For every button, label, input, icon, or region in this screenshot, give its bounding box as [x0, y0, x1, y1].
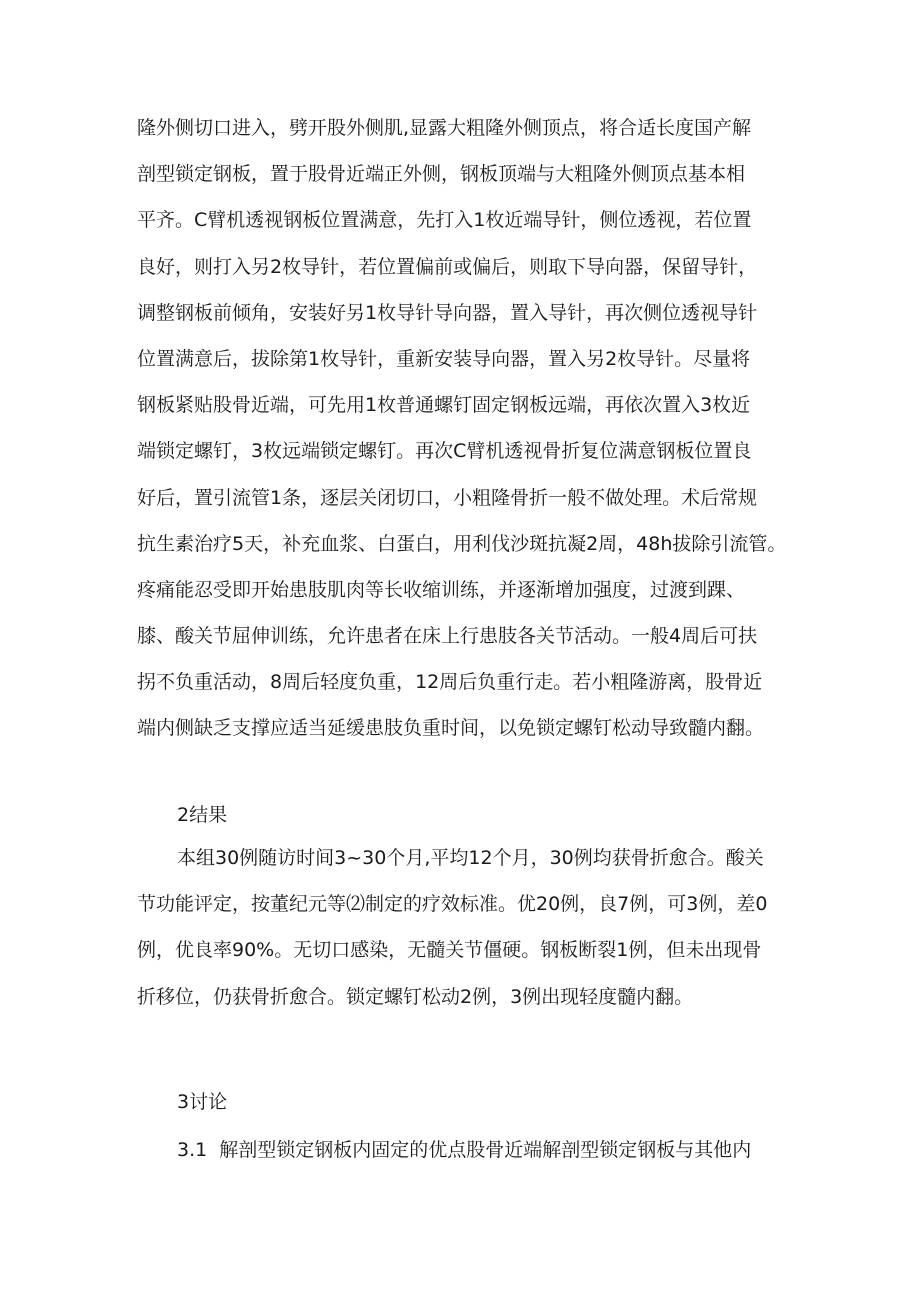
text-line: 隆外侧切口进入，劈开股外侧肌,显露大粗隆外侧顶点，将合适长度国产解: [137, 117, 752, 139]
text-line: 拐不负重活动，8周后轻度负重，12周后负重行走。若小粗隆游离，股骨近: [137, 671, 763, 694]
results-paragraph: [137, 835, 797, 1020]
text-line: 好后，置引流管1条，逐层关闭切口，小粗隆骨折一般不做处理。术后常规: [137, 486, 758, 509]
text-line: 端锁定螺钉，3枚远端锁定螺钉。再次C臂机透视骨折复位满意钢板位置良: [137, 440, 752, 463]
text-line: 3.1 解剖型锁定钢板内固定的优点股骨近端解剖型锁定钢板与其他内: [177, 1139, 752, 1161]
text-line: 端内侧缺乏支撑应适当延缓患肢负重时间，以免锁定螺钉松动导致髓内翻。: [137, 717, 765, 740]
text-line: 位置满意后，拔除第1枚导针，重新安装导向器，置入另2枚导针。尽量将: [137, 347, 751, 370]
text-line: 疼痛能忍受即开始患肢肌肉等长收缩训练，并逐渐增加强度，过渡到踝、: [137, 578, 746, 601]
text-line: 调整钢板前倾角，安装好另1枚导针导向器，置入导针，再次侧位透视导针: [137, 301, 758, 324]
discussion-heading: 3讨论: [177, 1091, 228, 1113]
text-line: 剖型锁定钢板，置于股骨近端正外侧，钢板顶端与大粗隆外侧顶点基本相: [137, 163, 746, 186]
text-line: 抗生素治疗5天，补充血浆、白蛋白，用利伐沙斑抗凝2周，48h拔除引流管。: [137, 532, 787, 555]
methods-paragraph: [137, 105, 797, 752]
text-line: 膝、酸关节屈伸训练，允许患者在床上行患肢各关节活动。一般4周后可扶: [137, 625, 758, 648]
text-line: 本组30例随访时间3~30个月,平均12个月，30例均获骨折愈合。酸关: [177, 847, 764, 869]
text-line: 良好，则打入另2枚导针，若位置偏前或偏后，则取下导向器，保留导针，: [137, 255, 758, 278]
text-line: 例，优良率90%。无切口感染，无髓关节僵硬。钢板断裂1例，但未出现骨: [137, 939, 762, 962]
subsection-paragraph: [137, 1127, 797, 1173]
results-heading: 2结果: [177, 804, 228, 826]
text-line: 钢板紧贴股骨近端，可先用1枚普通螺钉固定钢板远端，再依次置入3枚近: [137, 394, 751, 417]
text-line: 折移位，仍获骨折愈合。锁定螺钉松动2例，3例出现轻度髓内翻。: [137, 985, 694, 1008]
text-line: 平齐。C臂机透视钢板位置满意，先打入1枚近端导针，侧位透视，若位置: [137, 209, 752, 232]
text-line: 节功能评定，按董纪元等⑵制定的疗效标准。优20例，良7例，可3例，差0: [137, 893, 768, 916]
